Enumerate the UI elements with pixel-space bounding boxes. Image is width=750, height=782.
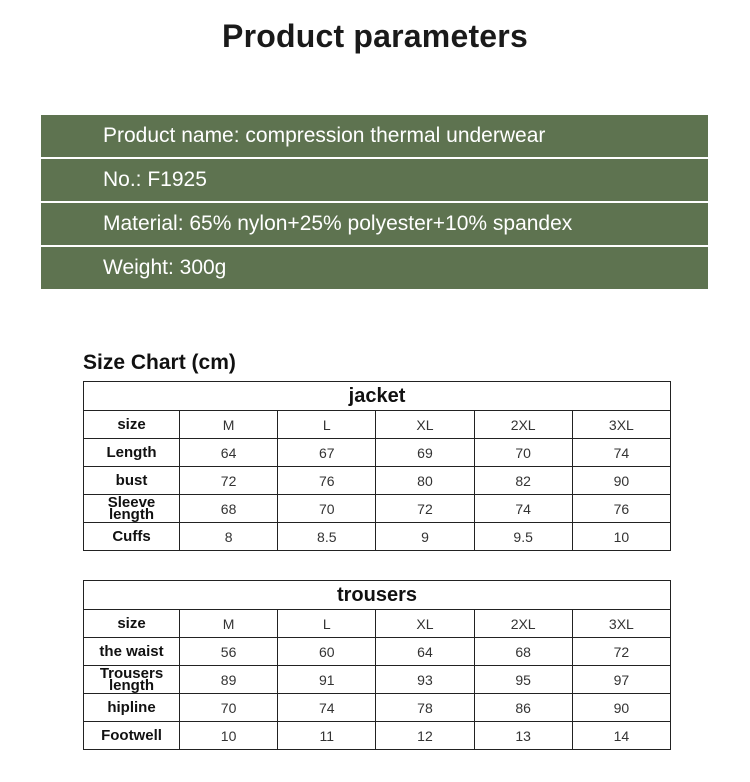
table-cell: 90: [572, 694, 670, 722]
table-cell: 60: [278, 638, 376, 666]
table-cell: 72: [572, 638, 670, 666]
table-cell: 97: [572, 666, 670, 694]
table-row: [84, 722, 671, 750]
table-cell: 13: [474, 722, 572, 750]
table-cell: 67: [278, 439, 376, 467]
table-cell: 80: [376, 467, 474, 495]
table-cell: 70: [180, 694, 278, 722]
table-row: [84, 467, 671, 495]
table-cell: 11: [278, 722, 376, 750]
table-row: [84, 666, 671, 694]
table-cell: 91: [278, 666, 376, 694]
table-cell: 74: [572, 439, 670, 467]
row-label: Length: [84, 439, 180, 467]
table-cell: 12: [376, 722, 474, 750]
header-cell: size: [84, 411, 180, 439]
jacket-size-table: [83, 381, 671, 551]
table-cell: 89: [180, 666, 278, 694]
table-cell: 95: [474, 666, 572, 694]
table-cell: 10: [180, 722, 278, 750]
header-cell: 3XL: [572, 610, 670, 638]
param-number: No.: F1925: [41, 159, 708, 201]
product-parameters: [41, 115, 708, 291]
row-label: Sleeve length: [84, 495, 180, 523]
row-label: the waist: [84, 638, 180, 666]
table-cell: 68: [180, 495, 278, 523]
table-cell: 8: [180, 523, 278, 551]
table-cell: 14: [572, 722, 670, 750]
header-cell: L: [278, 610, 376, 638]
trousers-size-table: [83, 580, 671, 750]
page-title: Product parameters: [222, 18, 528, 54]
table-cell: 64: [180, 439, 278, 467]
table-cell: 76: [278, 467, 376, 495]
param-material: Material: 65% nylon+25% polyester+10% spandex: [41, 203, 708, 245]
param-product-name: Product name: compression thermal underwear: [41, 115, 708, 157]
table-cell: 10: [572, 523, 670, 551]
table-cell: 72: [180, 467, 278, 495]
row-label: hipline: [84, 694, 180, 722]
table-cell: 78: [376, 694, 474, 722]
jacket-caption: jacket: [84, 382, 671, 411]
table-cell: 72: [376, 495, 474, 523]
table-row: [84, 694, 671, 722]
header-cell: M: [180, 411, 278, 439]
table-row: [84, 495, 671, 523]
table-cell: 74: [474, 495, 572, 523]
size-chart-title: Size Chart (cm): [83, 351, 236, 374]
header-cell: L: [278, 411, 376, 439]
table-cell: 69: [376, 439, 474, 467]
table-cell: 9.5: [474, 523, 572, 551]
header-cell: size: [84, 610, 180, 638]
table-cell: 90: [572, 467, 670, 495]
table-cell: 86: [474, 694, 572, 722]
row-label: Cuffs: [84, 523, 180, 551]
header-cell: M: [180, 610, 278, 638]
table-cell: 76: [572, 495, 670, 523]
header-cell: 2XL: [474, 411, 572, 439]
table-cell: 9: [376, 523, 474, 551]
table-cell: 82: [474, 467, 572, 495]
row-label: bust: [84, 467, 180, 495]
table-cell: 93: [376, 666, 474, 694]
table-cell: 56: [180, 638, 278, 666]
header-cell: 3XL: [572, 411, 670, 439]
header-cell: XL: [376, 610, 474, 638]
param-weight: Weight: 300g: [41, 247, 708, 289]
table-cell: 74: [278, 694, 376, 722]
table-row: [84, 523, 671, 551]
table-cell: 68: [474, 638, 572, 666]
table-header-row: [84, 411, 671, 439]
table-cell: 8.5: [278, 523, 376, 551]
table-row: [84, 439, 671, 467]
table-row: [84, 638, 671, 666]
table-cell: 70: [278, 495, 376, 523]
header-cell: 2XL: [474, 610, 572, 638]
trousers-caption: trousers: [84, 581, 671, 610]
row-label: Footwell: [84, 722, 180, 750]
table-cell: 64: [376, 638, 474, 666]
header-cell: XL: [376, 411, 474, 439]
table-header-row: [84, 610, 671, 638]
row-label: Trousers length: [84, 666, 180, 694]
table-cell: 70: [474, 439, 572, 467]
